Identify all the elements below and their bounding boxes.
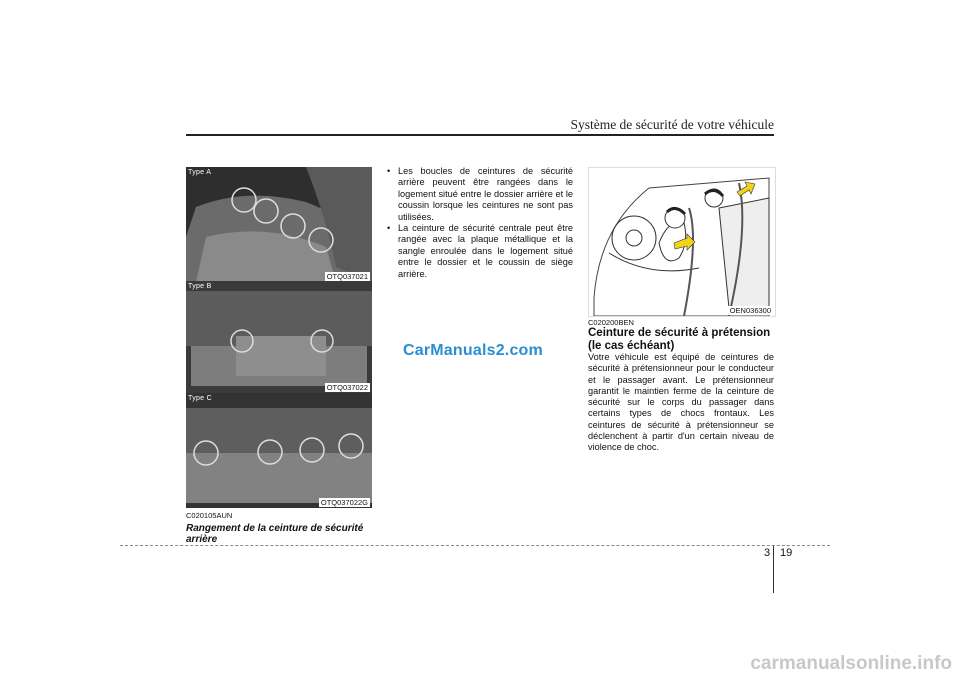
bullet-dot: •	[387, 166, 391, 176]
page-divider	[773, 546, 774, 593]
seat-photo-type-b	[186, 281, 372, 393]
chapter-number: 3	[764, 547, 771, 559]
section-caption: Rangement de la ceinture de sécurité arrière	[186, 523, 364, 545]
seat-photo-type-c	[186, 393, 372, 508]
list-item	[387, 223, 573, 280]
pretensioner-illustration	[588, 167, 776, 317]
section-code: C020200BEN	[588, 318, 634, 327]
section-code: C020105AUN	[186, 511, 233, 520]
photo-type-label: Type C	[188, 395, 212, 402]
photo-type-label: Type B	[188, 283, 212, 290]
page-number: 19	[780, 547, 793, 559]
header-rule	[186, 134, 774, 136]
bullet-list	[387, 166, 573, 280]
photo-code: OTQ037021	[326, 272, 368, 281]
bullet-dot: •	[387, 223, 391, 234]
bullet-text: La ceinture de sécurité centrale peut être rangée avec la plaque métallique et la sangle enroulée dans le logement situé entre le dossier et le coussin de siège arrière.	[398, 223, 573, 279]
illustration-code: OEN036300	[729, 306, 771, 315]
footer-dashed-rule	[120, 545, 830, 546]
section-body: Votre véhicule est équipé de ceintures de sécurité à prétensionneur pour le conducteur et le passager avant. Le prétensionneur garantit le maintien ferme de la ceinture de sécurité sur le corps du passager dans certains types de chocs frontaux. Les ceintures de sécurité à prétensionneur se déclenchent à partir d'un certain niveau de violence de choc.	[588, 352, 774, 453]
section-title: Ceinture de sécurité à prétension (le cas échéant)	[588, 327, 771, 352]
seat-photo-type-a	[186, 167, 372, 282]
bullet-text: Les boucles de ceintures de sécurité arrière peuvent être rangées dans le logement situé entre le dossier arrière et le coussin lorsque les ceintures ne sont pas utilisées.	[398, 166, 573, 222]
page-header-title: Système de sécurité de votre véhicule	[570, 117, 774, 132]
footer-watermark: carmanualsonline.info	[750, 653, 952, 674]
photo-code: OTQ037022G	[320, 498, 368, 507]
list-item	[387, 166, 573, 223]
site-watermark: CarManuals2.com	[403, 342, 543, 359]
photo-code: OTQ037022	[326, 383, 368, 392]
photo-type-label: Type A	[188, 169, 212, 176]
